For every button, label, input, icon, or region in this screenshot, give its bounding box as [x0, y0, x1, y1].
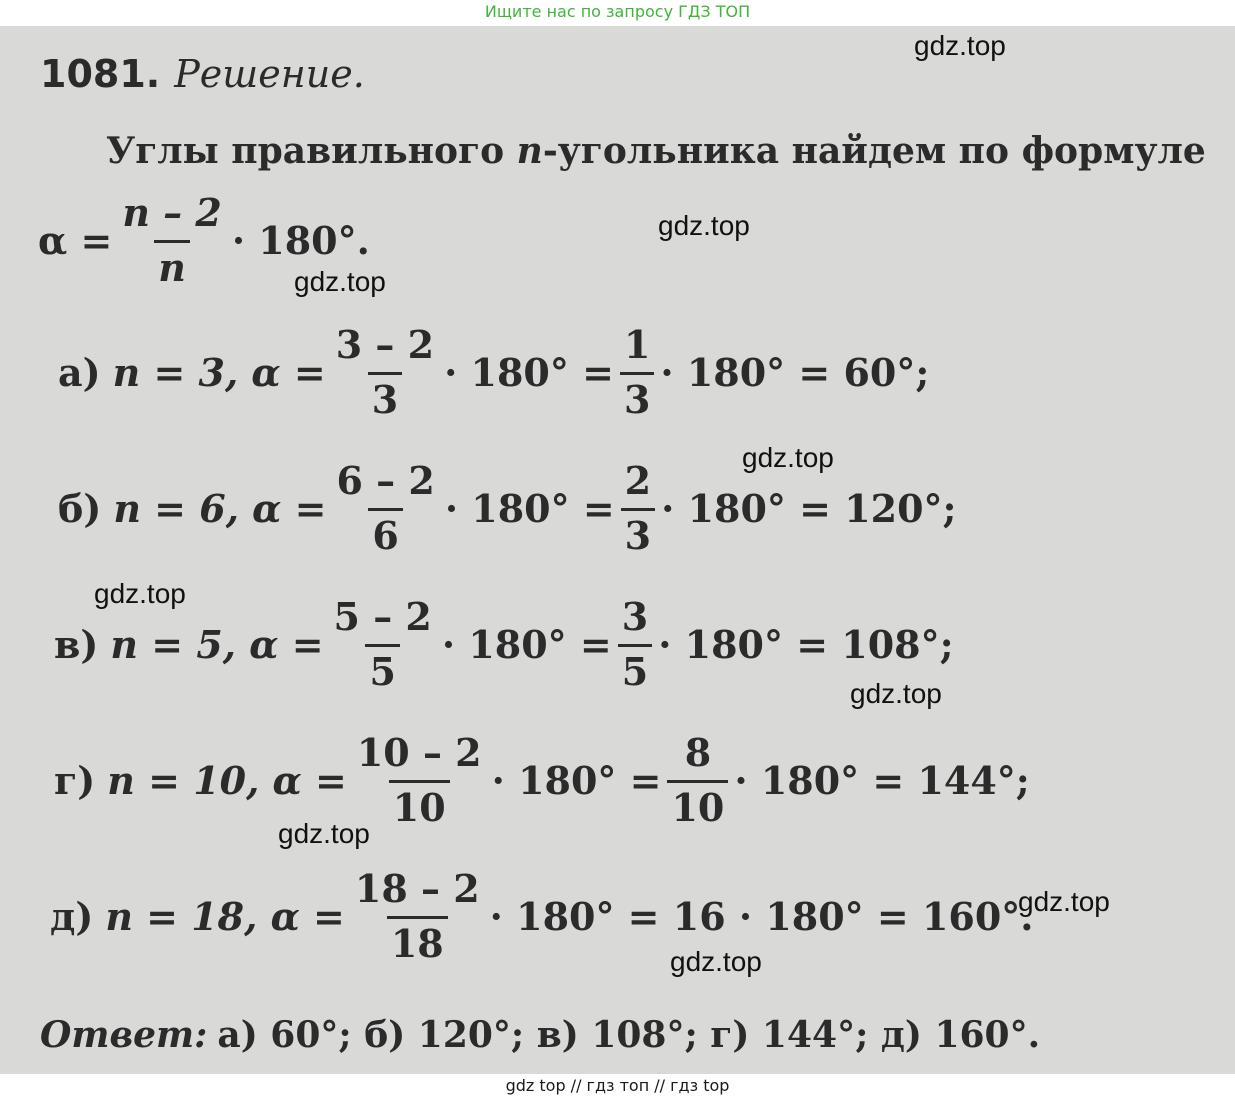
watermark: gdz.top	[94, 578, 186, 609]
watermark: gdz.top	[670, 946, 762, 977]
denominator: 10	[389, 780, 450, 827]
denominator: 3	[621, 508, 655, 555]
line-middle: · 180° =	[444, 350, 614, 395]
watermark: gdz.top	[658, 210, 750, 241]
numerator: 6 – 2	[336, 458, 435, 503]
line-result: · 180° = 16 · 180° = 160°.	[489, 894, 1034, 939]
search-banner: Ищите нас по запросу ГДЗ ТОП	[0, 0, 1235, 24]
line-fraction-1	[351, 866, 484, 966]
line-fraction-1	[332, 322, 438, 422]
line-condition: n = 3, α =	[112, 350, 326, 395]
watermark: gdz.top	[914, 30, 1006, 61]
denominator: 5	[618, 644, 652, 691]
watermark: gdz.top	[742, 442, 834, 473]
line-b	[58, 458, 957, 558]
footer-links: gdz top // гдз топ // гдз top	[0, 1074, 1235, 1101]
numerator: 10 – 2	[356, 730, 482, 775]
line-fraction-1	[330, 594, 436, 694]
denominator: 3	[620, 372, 654, 419]
line-middle: · 180° =	[444, 486, 615, 531]
problem-number: 1081.	[40, 52, 161, 96]
watermark: gdz.top	[278, 818, 370, 849]
line-fraction-1	[353, 730, 486, 830]
formula-rhs: · 180°.	[231, 218, 370, 263]
line-condition: n = 6, α =	[113, 486, 327, 531]
formula-numerator: n – 2	[122, 190, 222, 235]
answer-line	[40, 1014, 1040, 1056]
intro-after: -угольника найдем по формуле	[542, 130, 1206, 172]
formula-denominator: n	[154, 240, 190, 287]
formula-lhs: α =	[38, 218, 113, 263]
line-result: · 180° = 144°;	[734, 758, 1030, 803]
line-result: · 180° = 108°;	[658, 622, 954, 667]
line-fraction-2	[621, 458, 655, 558]
denominator: 3	[368, 372, 402, 419]
textbook-page	[0, 26, 1235, 1074]
numerator: 1	[623, 322, 651, 367]
denominator: 10	[667, 780, 728, 827]
line-label: д)	[50, 894, 94, 939]
numerator: 3	[621, 594, 649, 639]
denominator: 18	[387, 916, 448, 963]
line-fraction-1	[332, 458, 438, 558]
numerator: 18 – 2	[354, 866, 480, 911]
line-middle: · 180° =	[441, 622, 612, 667]
answer-text: а) 60°; б) 120°; в) 108°; г) 144°; д) 160°.	[217, 1014, 1041, 1056]
answer-label: Ответ:	[40, 1014, 208, 1056]
numerator: 3 – 2	[335, 322, 435, 367]
line-condition: n = 18, α =	[105, 894, 345, 939]
line-condition: n = 5, α =	[110, 622, 324, 667]
denominator: 5	[365, 644, 399, 691]
numerator: 2	[624, 458, 652, 503]
watermark: gdz.top	[294, 266, 386, 297]
line-result: · 180° = 120°;	[661, 486, 957, 531]
intro-text	[106, 130, 1206, 172]
line-g	[54, 730, 1030, 830]
line-fraction-2	[667, 730, 728, 830]
line-fraction-2	[620, 322, 654, 422]
watermark: gdz.top	[1018, 886, 1110, 917]
watermark: gdz.top	[850, 678, 942, 709]
problem-title: Решение.	[174, 52, 365, 96]
line-middle: · 180° =	[491, 758, 662, 803]
line-label: г)	[54, 758, 96, 803]
denominator: 6	[368, 508, 402, 555]
line-label: в)	[54, 622, 99, 667]
line-a	[58, 322, 930, 422]
line-label: а)	[58, 350, 101, 395]
intro-variable: n	[516, 130, 543, 172]
problem-heading	[40, 52, 365, 96]
line-d	[50, 866, 1034, 966]
formula-fraction	[118, 190, 226, 290]
line-label: б)	[58, 486, 102, 531]
numerator: 5 – 2	[333, 594, 432, 639]
line-fraction-2	[618, 594, 652, 694]
line-condition: n = 10, α =	[107, 758, 347, 803]
numerator: 8	[684, 730, 712, 775]
intro-before: Углы правильного	[106, 130, 517, 172]
line-result: · 180° = 60°;	[660, 350, 930, 395]
